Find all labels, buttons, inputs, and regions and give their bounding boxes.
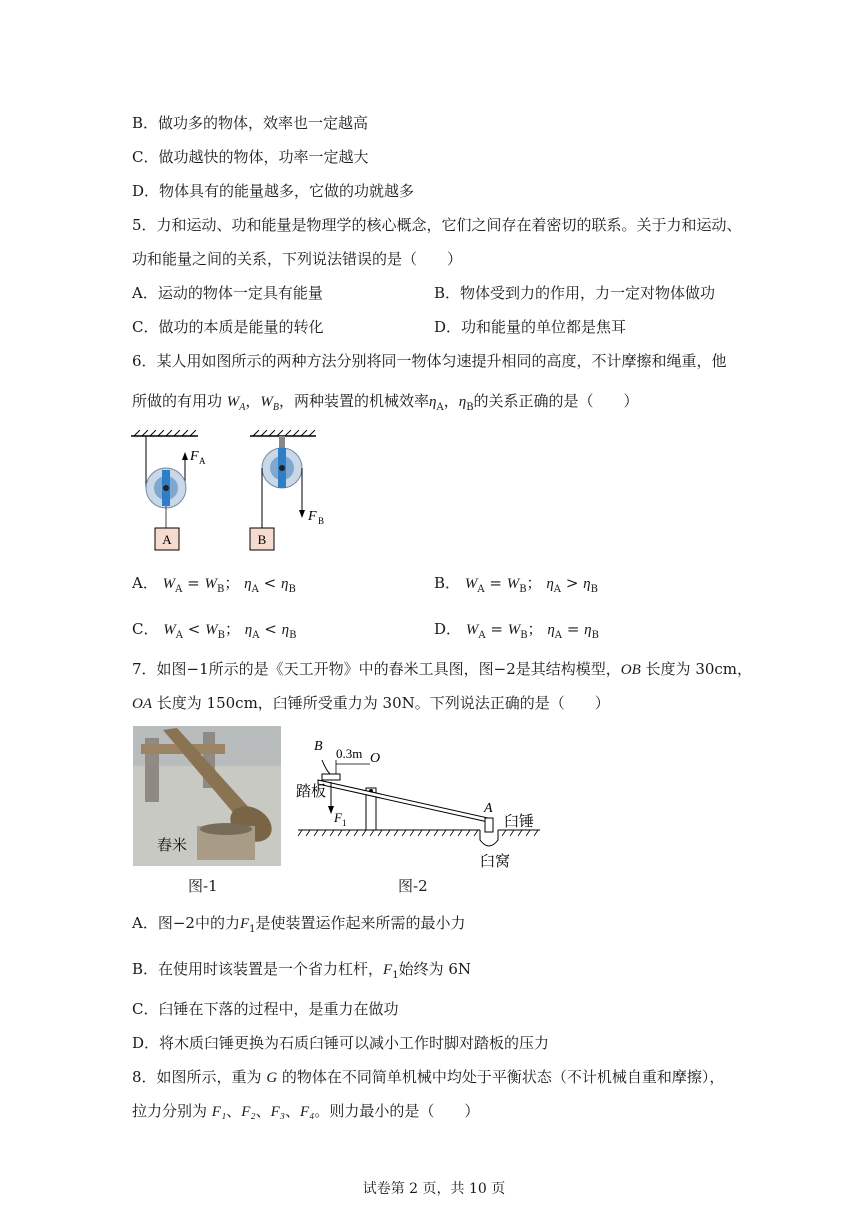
point-a-label: A [484, 801, 493, 816]
q7-option-c: C．臼锤在下落的过程中，是重力在做功 [132, 1000, 399, 1018]
length-label: 0.3m [336, 746, 363, 761]
figure-1-caption: 图-1 [188, 877, 218, 895]
svg-text:A: A [199, 456, 206, 466]
q4-option-b: B．做功多的物体，效率也一定越高 [132, 114, 369, 132]
svg-text:B: B [318, 516, 325, 526]
force-b-label: F [308, 509, 317, 524]
box-b-label: B [257, 532, 267, 547]
q6-option-c: C． $W_A < W_B$； $\eta_A < \eta_B$ [132, 620, 297, 641]
force-f1-label: F [334, 810, 342, 825]
q4-option-c: C．做功越快的物体，功率一定越大 [132, 148, 369, 166]
hammer-label: 臼锤 [504, 814, 535, 830]
q7-option-b: B．在使用时该装置是一个省力杠杆，$F_1$始终为 6N [132, 960, 472, 981]
q6-option-b: B． $W_A = W_B$； $\eta_A > \eta_B$ [434, 574, 598, 595]
q7-option-a: A．图−2中的力$F_1$是使装置运作起来所需的最小力 [132, 914, 466, 935]
q6-option-d: D． $W_A = W_B$； $\eta_A = \eta_B$ [434, 620, 599, 641]
pedal-label: 踏板 [296, 784, 327, 800]
svg-text:1: 1 [342, 818, 347, 828]
q7-stem-line2: OA 长度为 150cm，臼锤所受重力为 30N。下列说法正确的是（ ） [132, 694, 610, 712]
q8-stem-line1: 8．如图所示，重为 G 的物体在不同简单机械中均处于平衡状态（不计机械自重和摩擦）， [132, 1068, 725, 1086]
q7-photo-rice-pounder [133, 726, 281, 866]
q5-option-c: C．做功的本质是能量的转化 [132, 318, 324, 336]
force-a-label: F [190, 449, 199, 464]
box-a-label: A [162, 532, 172, 547]
q5-option-b: B．物体受到力的作用，力一定对物体做功 [434, 284, 716, 302]
photo-label: 舂米 [157, 838, 188, 854]
q5-option-d: D．功和能量的单位都是焦耳 [434, 318, 627, 336]
q5-stem-line2: 功和能量之间的关系，下列说法错误的是（ ） [132, 250, 463, 268]
q5-stem-line1: 5．力和运动、功和能量是物理学的核心概念，它们之间存在着密切的联系。关于力和运动、 [132, 216, 742, 234]
q7-stem-line1: 7．如图−1所示的是《天工开物》中的舂米工具图，图−2是其结构模型，OB 长度为 30cm， [132, 660, 753, 678]
q6-stem-line1: 6．某人用如图所示的两种方法分别将同一物体匀速提升相同的高度，不计摩擦和绳重，他 [132, 352, 727, 370]
q8-stem-line2: 拉力分别为 F₁、F₂、F₃、F₄。则力最小的是（ ） [132, 1102, 480, 1120]
q6-option-a: A． $W_A = W_B$； $\eta_A < \eta_B$ [132, 574, 296, 595]
point-o-label: O [370, 751, 381, 766]
q6-pulley-figure [126, 430, 326, 554]
fixed-pulley-diagram [250, 430, 324, 550]
q4-option-d: D．物体具有的能量越多，它做的功就越多 [132, 182, 415, 200]
q7-option-d: D．将木质臼锤更换为石质臼锤可以减小工作时脚对踏板的压力 [132, 1034, 550, 1052]
movable-pulley-diagram [131, 430, 206, 550]
q6-stem-line2: 所做的有用功 $W_A$，$W_B$，两种装置的机械效率$\eta_A$，$\eta_B$的关系正确的是（ ） [132, 392, 639, 413]
pit-label: 臼窝 [480, 854, 511, 870]
q5-option-a: A．运动的物体一定具有能量 [132, 284, 323, 302]
page-footer: 试卷第 2 页，共 10 页 [362, 1181, 506, 1197]
figure-2-caption: 图-2 [398, 877, 428, 895]
q7-lever-model-figure [292, 730, 544, 872]
point-b-label: B [314, 739, 323, 754]
